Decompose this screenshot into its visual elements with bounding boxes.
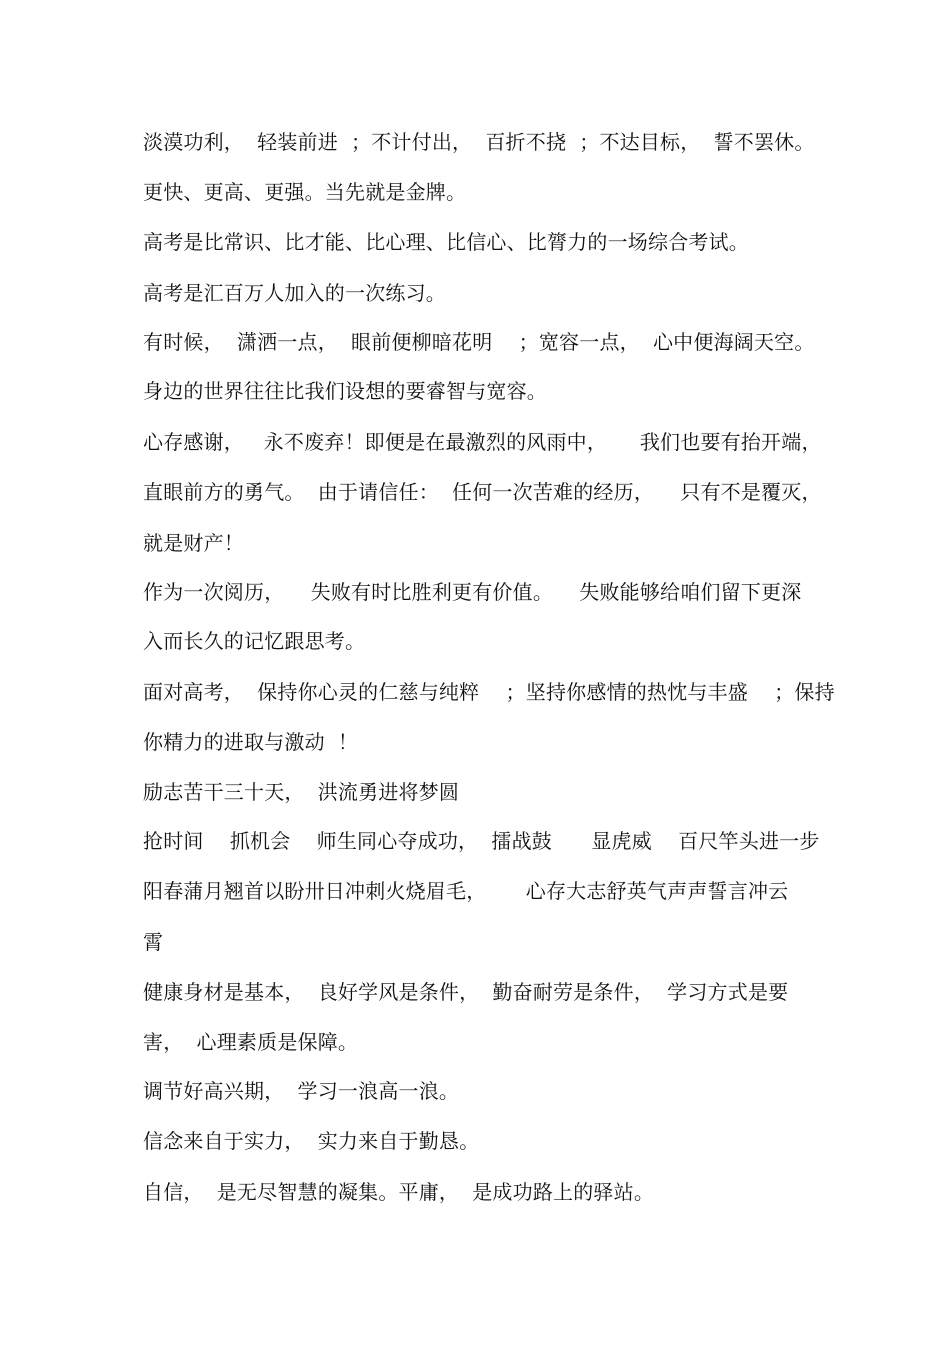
text-line-8: 直眼前方的勇气。 由于请信任： 任何一次苦难的经历， 只有不是覆灭， bbox=[143, 480, 822, 504]
text-line-15: 抢时间 抓机会 师生同心夺成功， 擂战鼓 显虎威 百尺竿头进一步 bbox=[143, 829, 820, 853]
text-line-21: 信念来自于实力， 实力来自于勤恳。 bbox=[143, 1129, 480, 1153]
text-line-22: 自信， 是无尽智慧的凝集。平庸， 是成功路上的驿站。 bbox=[143, 1180, 655, 1204]
text-line-6: 身边的世界往往比我们设想的要睿智与宽容。 bbox=[143, 379, 547, 403]
text-line-5: 有时候， 潇洒一点， 眼前便柳暗花明 ；宽容一点， 心中便海阔天空。 bbox=[143, 330, 815, 354]
text-line-19: 害， 心理素质是保障。 bbox=[143, 1030, 359, 1054]
text-line-17: 霄 bbox=[143, 930, 164, 954]
text-line-16: 阳春蒲月翘首以盼卅日冲刺火烧眉毛， 心存大志舒英气声声誓言冲云 bbox=[143, 879, 789, 903]
text-line-1: 淡漠功利， 轻装前进 ；不计付出， 百折不挠 ；不达目标， 誓不罢休。 bbox=[143, 130, 815, 154]
text-line-11: 入而长久的记忆跟思考。 bbox=[143, 629, 366, 653]
text-line-3: 高考是比常识、比才能、比心理、比信心、比膂力的一场综合考试。 bbox=[143, 230, 749, 254]
text-line-18: 健康身材是基本， 良好学风是条件， 勤奋耐劳是条件， 学习方式是要 bbox=[143, 980, 789, 1004]
text-line-7: 心存感谢， 永不废弃！即便是在最激烈的风雨中， 我们也要有抬开端， bbox=[143, 430, 822, 454]
text-line-4: 高考是汇百万人加入的一次练习。 bbox=[143, 281, 446, 305]
text-line-10: 作为一次阅历， 失败有时比胜利更有价值。 失败能够给咱们留下更深 bbox=[143, 580, 802, 604]
text-line-12: 面对高考， 保持你心灵的仁慈与纯粹 ；坚持你感情的热忱与丰盛 ；保持 bbox=[143, 680, 835, 704]
text-line-14: 励志苦干三十天， 洪流勇进将梦圆 bbox=[143, 780, 460, 804]
text-line-20: 调节好高兴期， 学习一浪高一浪。 bbox=[143, 1079, 460, 1103]
text-line-9: 就是财产！ bbox=[143, 531, 244, 555]
text-line-13: 你精力的进取与激动 ！ bbox=[143, 730, 359, 754]
text-line-2: 更快、更高、更强。当先就是金牌。 bbox=[143, 180, 467, 204]
